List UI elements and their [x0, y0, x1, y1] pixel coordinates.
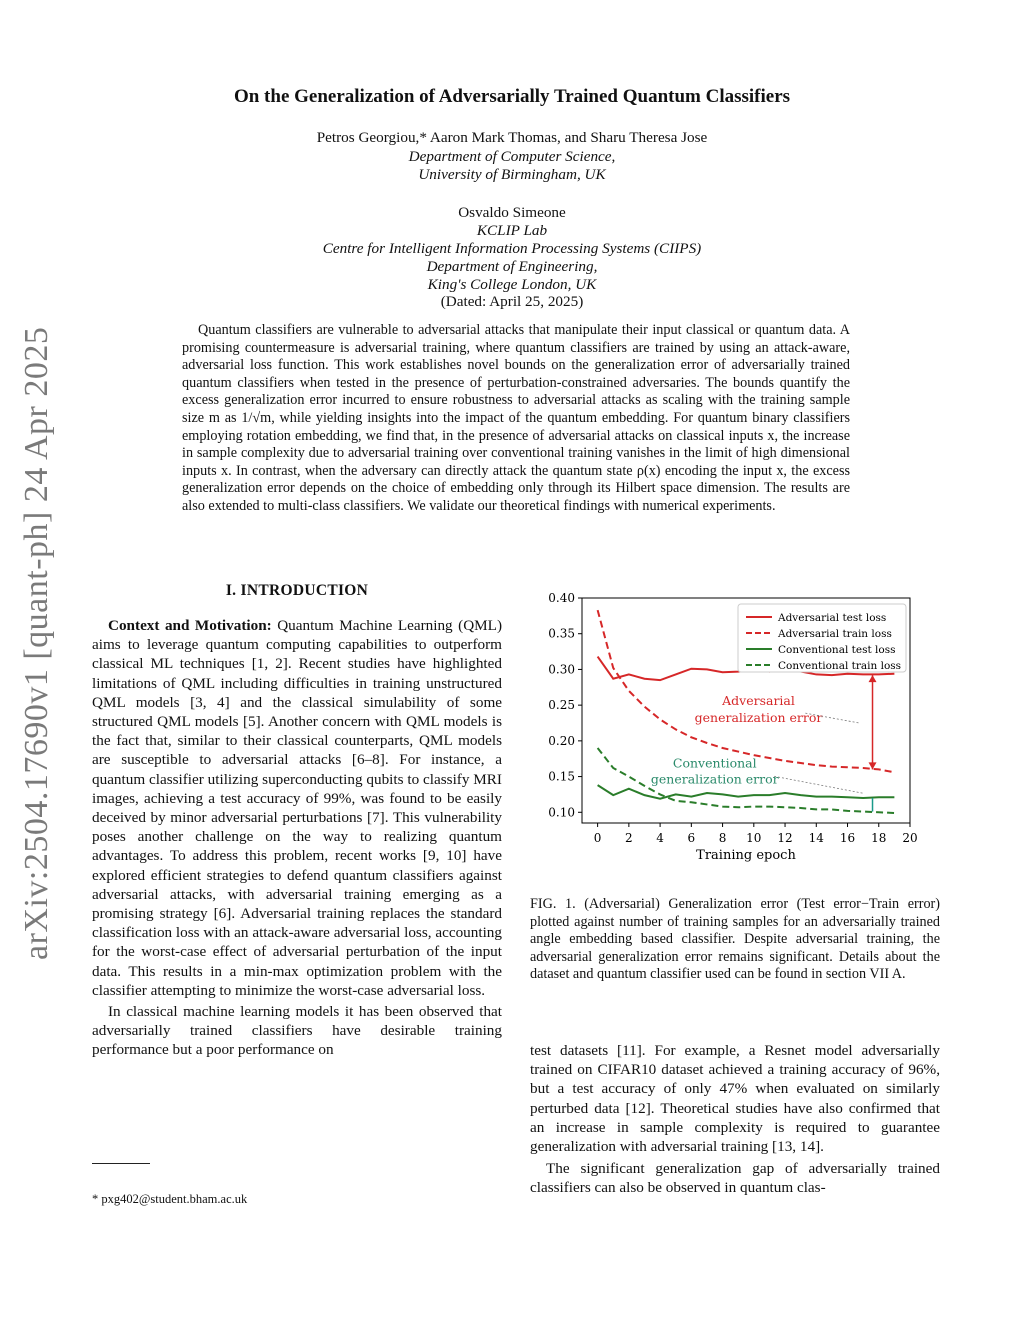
x-tick-label: 0	[593, 831, 602, 845]
x-tick-label: 2	[625, 831, 633, 845]
arxiv-identifier: arXiv:2504.17690v1 [quant-ph] 24 Apr 2025	[18, 326, 55, 960]
annotation-conventional: Conventional	[672, 755, 757, 771]
x-tick-label: 14	[808, 831, 824, 845]
right-column	[530, 1041, 940, 1198]
left-column	[92, 616, 502, 1060]
paper-title: On the Generalization of Adversarially Trained Quantum Classifiers	[233, 86, 791, 107]
affiliation-1-line-2: University of Birmingham, UK	[418, 166, 606, 183]
x-tick-label: 4	[656, 831, 664, 845]
legend-entry: Conventional train loss	[778, 660, 902, 672]
section-heading: I. INTRODUCTION	[225, 582, 369, 599]
x-tick-label: 18	[871, 831, 887, 845]
x-tick-label: 8	[718, 831, 727, 845]
legend-entry: Adversarial test loss	[778, 612, 887, 624]
footnote: * pxg402@student.bham.ac.uk	[92, 1192, 248, 1206]
authors-line	[0, 129, 1024, 147]
footnote-rule	[92, 1163, 150, 1164]
y-tick-label: 0.40	[548, 591, 575, 605]
figure-caption	[530, 896, 940, 984]
affiliation-2-line-2: Centre for Intelligent Information Processing Systems (CIIPS)	[322, 240, 702, 257]
x-tick-label: 12	[777, 831, 793, 845]
plot-area	[548, 591, 917, 863]
abstract	[182, 322, 850, 516]
y-tick-label: 0.35	[548, 626, 575, 641]
dated: (Dated: April 25, 2025)	[440, 293, 584, 310]
x-tick-label: 10	[746, 831, 762, 845]
annotation-conventional-line2: generalization error	[650, 771, 779, 787]
caption-text: FIG. 1. (Adversarial) Generalization error (Test error−Train error) plotted against number of training samples for an adversarially trained angle embedding based classifier. Despite adversarial training, the adversarial generalization error remains significant. Details about the dataset and quantum classifier used can be found in section VII A.	[530, 896, 940, 983]
affiliation-2-line-4: King's College London, UK	[427, 276, 597, 293]
affiliation-2-line-3: Department of Engineering,	[426, 258, 598, 275]
y-tick-label: 0.15	[548, 769, 575, 784]
y-tick-label: 0.10	[548, 805, 575, 820]
y-tick-label: 0.25	[548, 698, 575, 713]
second-author: Osvaldo Simeone	[458, 204, 566, 221]
x-axis-label: Training epoch	[696, 848, 796, 863]
x-tick-label: 20	[902, 831, 918, 845]
affiliation-2-line-1: KCLIP Lab	[476, 222, 548, 239]
intro-paragraph-1	[92, 616, 502, 1000]
abstract-text: Quantum classifiers are vulnerable to adversarial attacks that manipulate their input classical or quantum data. A promising countermeasure is adversarial training, where quantum classifiers are trained by using an attack-aware, adversarial loss function. This work establishes novel bounds on the generalization error of adversarially trained quantum classifiers when tested in the presence of perturbation-constrained adversaries. The bounds quantify the excess generalization error incurred to ensure robustness to adversarial attacks as scaling with the training sample size m as 1/√m, while yielding insights into the impact of the quantum embedding. For quantum binary classifiers employing rotation embedding, we find that, in the presence of adversarial attacks on classical inputs x, the increase in sample complexity due to adversarial training over conventional training vanishes in the limit of high dimensional inputs x. In contrast, when the adversary can directly attack the quantum state ρ(x) encoding the input x, the excess generalization error depends on the choice of embedding only through its Hilbert space dimension. The results are also extended to multi-class classifiers. We validate our theoretical findings with numerical experiments.	[182, 322, 850, 514]
paragraph-lead: Context and Motivation:	[108, 617, 272, 634]
annotation-adversarial-line2: generalization error	[694, 710, 823, 726]
x-tick-label: 6	[687, 831, 696, 845]
legend-entry: Adversarial train loss	[778, 628, 892, 640]
annotation-adversarial: Adversarial	[722, 693, 795, 709]
intro-paragraph-2: In classical machine learning models it has been observed that adversarially trained classifiers have desirable training performance but a poor performance on	[92, 1003, 502, 1059]
paragraph-body: Quantum Machine Learning (QML) aims to leverage quantum computing capabilities to outperform classical ML techniques [1, 2]. Recent studies have highlighted limitations of QML including difficulties in training unstructured QML models [3, 4] and the classical simulability of some structured QML models [5]. Another concern with QML models is the fact that, similar to their classical counterparts, QML models are susceptible to adversarial attacks [6–8]. For instance, a quantum classifier utilizing superconducting qubits to classify MRI images, achieving a test accuracy of 99%, was found to be easily deceived by minor adversarial perturbations [7]. This vulnerability poses another challenge on the way to realizing quantum advantages. To address this problem, recent works [9, 10] have explored efficient strategies to defend quantum classifiers against adversarial attacks, with adversarial training emerging as a promising strategy [6]. Adversarial training replaces the standard classification loss with an attack-aware adversarial loss, accounting for the worst-case effect of adversarial perturbation of the input data. This results in a min-max optimization problem with the classifier attempting to minimize the worst-case adversarial loss.	[92, 617, 503, 999]
arrowhead-top	[869, 675, 877, 682]
right-paragraph-1: test datasets [11]. For example, a Resnet model adversarially trained on CIFAR10 dataset achieved a training accuracy of 96%, but a test accuracy of only 47% when evaluated on similarly perturbed data [12]. Theoretical studies have also confirmed that an increase in sample complexity is required to guarantee generalization with adversarial training [13, 14].	[530, 1042, 940, 1156]
x-tick-label: 16	[839, 831, 856, 845]
affiliation-1-line-1: Department of Computer Science,	[408, 148, 616, 165]
y-tick-label: 0.20	[548, 733, 575, 748]
legend-entry: Conventional test loss	[778, 644, 896, 656]
figure-1-chart	[530, 586, 930, 886]
y-tick-label: 0.30	[548, 662, 575, 677]
right-paragraph-2: The significant generalization gap of adversarially trained classifiers can also be observed in quantum clas-	[530, 1160, 940, 1197]
authors-text: Petros Georgiou,* Aaron Mark Thomas, and Sharu Theresa Jose	[316, 129, 708, 146]
annotation-pointer-2	[774, 776, 863, 793]
series-line-2	[598, 785, 895, 799]
